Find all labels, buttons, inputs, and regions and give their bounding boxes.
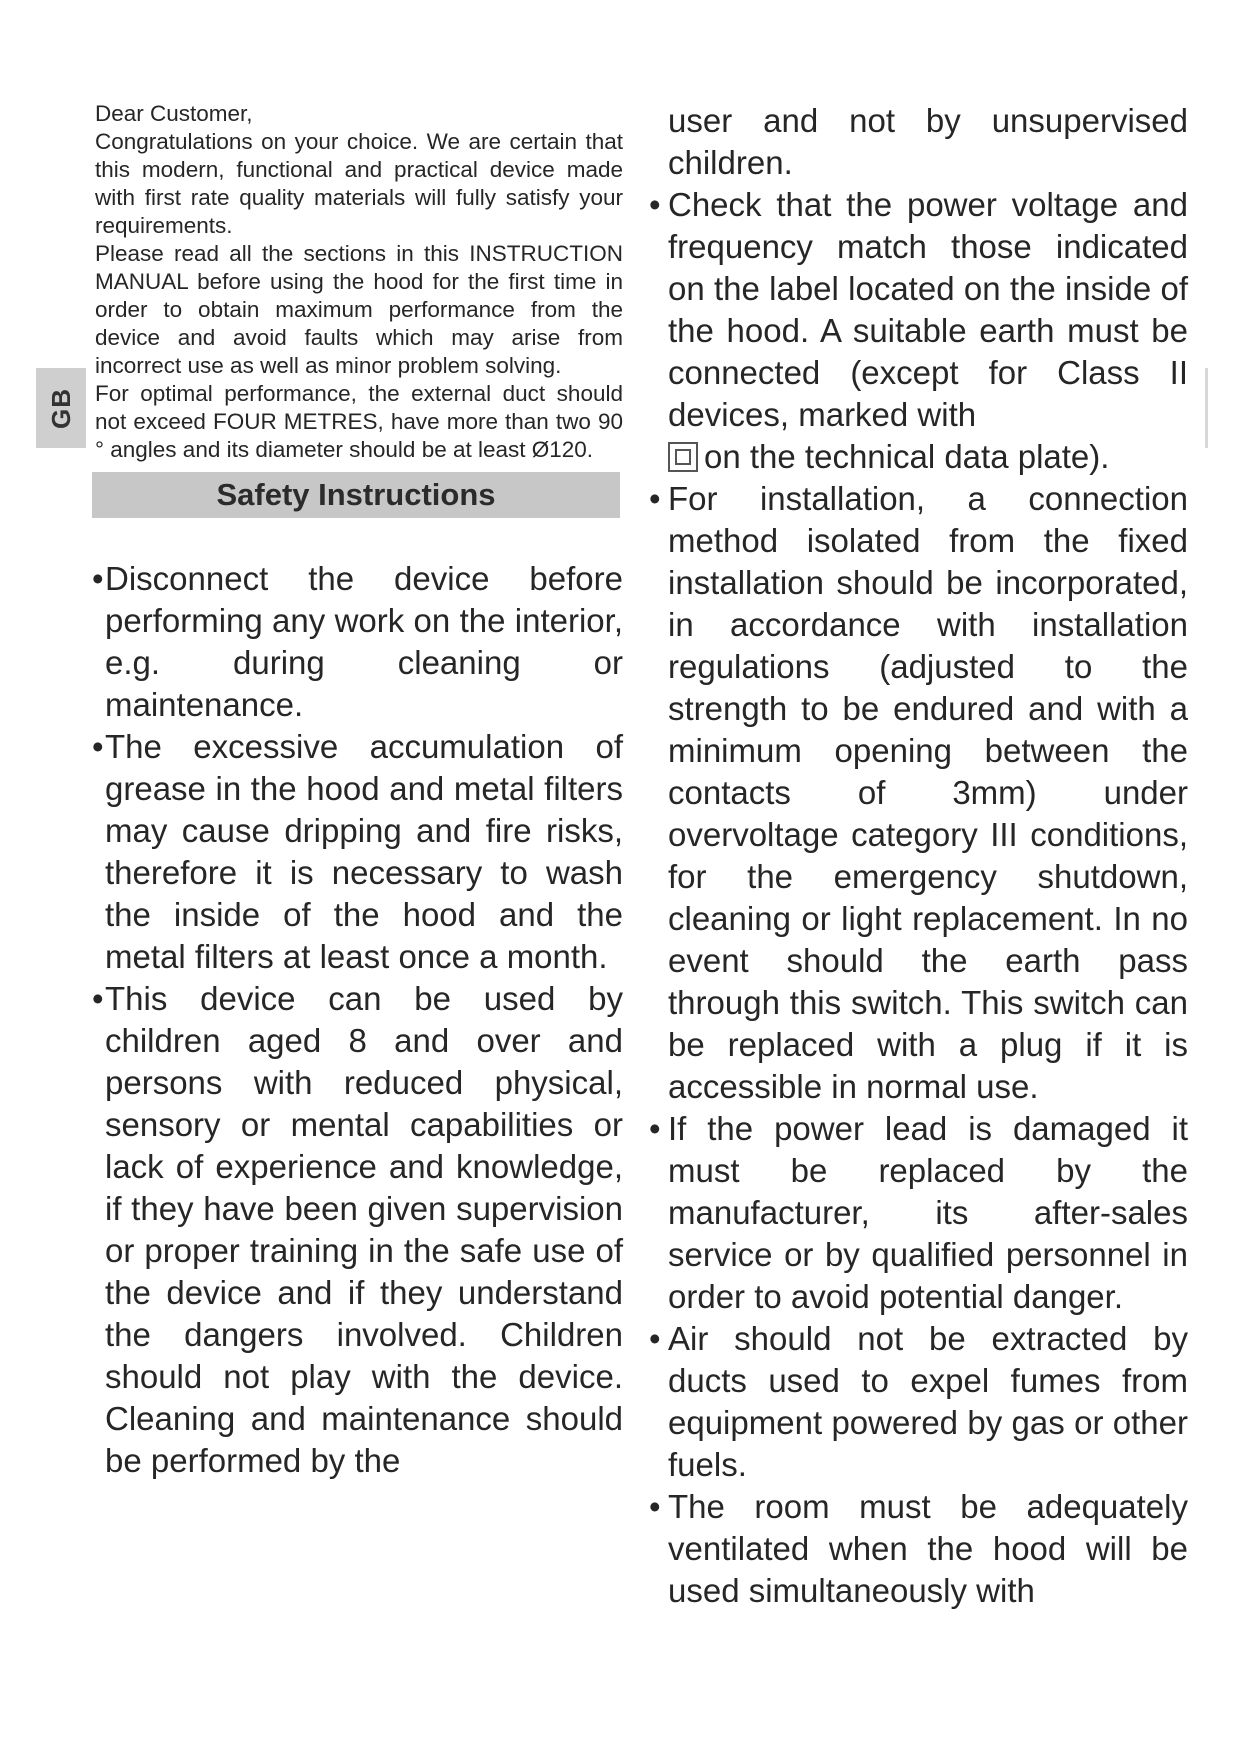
left-column (92, 100, 623, 1482)
safety-item-text: For installation, a connection method isolated from the fixed installation should be incorporated, in accordance with installation regulations (adjusted to the strength to be endured and with a minimum opening between the contacts of 3mm) under overvoltage category III conditions, for the emergency shutdown, cleaning or light replacement. In no event should the earth pass through this switch. This switch can be replaced with a plug if it is accessible in normal use. (668, 480, 1188, 1105)
section-title: Safety Instructions (216, 477, 496, 512)
safety-item-text: The excessive accumulation of grease in the hood and metal filters may cause dripping and fire risks, therefore it is necessary to wash the inside of the hood and the metal filters at least once a month. (105, 728, 623, 975)
bullet-icon: • (649, 186, 661, 223)
bullet-icon: • (649, 1488, 661, 1525)
safety-list-left (92, 558, 623, 1482)
bullet-icon: • (92, 980, 104, 1017)
intro-block (95, 100, 623, 464)
page-edge-marker (1205, 368, 1208, 448)
safety-item (649, 1108, 1188, 1318)
intro-paragraph-1: Congratulations on your choice. We are certain that this modern, functional and practical device made with first rate quality materials will fully satisfy your requirements. (95, 129, 623, 238)
safety-item-text: Air should not be extracted by ducts used to expel fumes from equipment powered by gas or other fuels. (668, 1320, 1188, 1483)
voltage-text-part2: on the technical data plate). (704, 438, 1110, 475)
bullet-icon: • (92, 560, 104, 597)
safety-item (649, 478, 1188, 1108)
safety-item-text: This device can be used by children aged 8 and over and persons with reduced physical, sensory or mental capabilities or lack of experience and knowledge, if they have been given supervision or proper training in the safe use of the device and if they understand the dangers involved. Children should not play with the device. Cleaning and maintenance should be performed by the (105, 980, 623, 1479)
bullet-icon: • (649, 1110, 661, 1147)
safety-item-text: If the power lead is damaged it must be replaced by the manufacturer, its after-sales service or by qualified personnel in order to avoid potential danger. (668, 1110, 1188, 1315)
safety-item-text: Disconnect the device before performing any work on the interior, e.g. during cleaning or maintenance. (105, 560, 623, 723)
right-column (649, 100, 1188, 1612)
intro-paragraph-2: Please read all the sections in this INSTRUCTION MANUAL before using the hood for the first time in order to obtain maximum performance from the device and avoid faults which may arise from incorrect use as well as minor problem solving. (95, 241, 623, 378)
section-banner (92, 472, 620, 518)
safety-item-text: The room must be adequately ventilated when the hood will be used simultaneously with (668, 1488, 1188, 1609)
bullet-icon: • (649, 480, 661, 517)
safety-item (649, 1318, 1188, 1486)
greeting: Dear Customer, (95, 101, 253, 126)
bullet-icon: • (649, 1320, 661, 1357)
safety-item (92, 726, 623, 978)
bullet-icon: • (92, 728, 104, 765)
continuation-text: user and not by unsupervised children. (668, 102, 1188, 181)
safety-item-continuation (660, 100, 1188, 184)
safety-item (92, 558, 623, 726)
language-tab (36, 368, 86, 448)
safety-item (92, 978, 623, 1482)
intro-paragraph-3: For optimal performance, the external duct should not exceed FOUR METRES, have more than two 90 ° angles and its diameter should be at least Ø120. (95, 381, 623, 462)
class-ii-double-square-icon (668, 442, 698, 472)
voltage-text-part1: Check that the power voltage and frequency match those indicated on the label located on the inside of the hood. A suitable earth must be connected (except for Class II devices, marked with (668, 186, 1188, 433)
safety-item (649, 1486, 1188, 1612)
language-tab-label: GB (45, 387, 76, 429)
safety-item (649, 184, 1188, 478)
